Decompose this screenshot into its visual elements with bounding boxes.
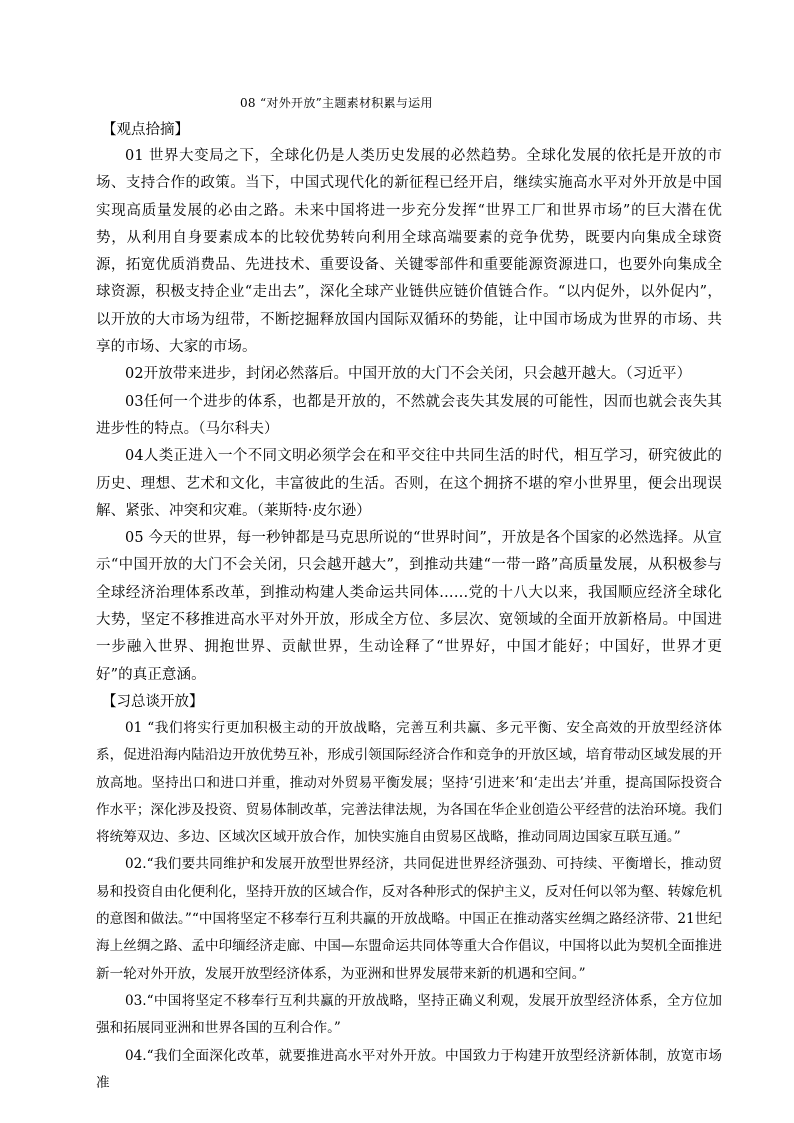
paragraph-xi-01: 01 “我们将实行更加积极主动的开放战略，完善互利共赢、多元平衡、安全高效的开放型经济体系，促进沿海内陆沿边开放优势互补，形成引领国际经济合作和竞争的开放区域，培育带动区域发展的开放高地。坚持出口和进口并重，推动对外贸易平衡发展；坚持‘引进来’和‘走出去’并重，提高国际投资合作水平；深化涉及投资、贸易体制改革，完善法律法规，为各国在华企业创造公平经营的法治环境。我们将统筹双边、多边、区域次区域开放合作，加快实施自由贸易区战略，推动同周边国家互联互通。” [96, 719, 722, 846]
paragraph-xi-03: 03.“中国将坚定不移奉行互利共赢的开放战略，坚持正确义利观，发展开放型经济体系，全方位加强和拓展同亚洲和世界各国的互利合作。” [96, 992, 722, 1037]
paragraph-viewpoint-04: 04人类正进入一个不同文明必须学会在和平交往中共同生活的时代，相互学习，研究彼此的历史、理想、艺术和文化，丰富彼此的生活。否则，在这个拥挤不堪的窄小世界里，便会出现误解、紧张、冲突和灾难。（莱斯特·皮尔逊） [96, 448, 722, 519]
paragraph-viewpoint-02: 02开放带来进步，封闭必然落后。中国开放的大门不会关闭，只会越开越大。（习近平） [125, 366, 692, 383]
paragraph-viewpoint-05: 05 今天的世界，每一秒钟都是马克思所说的“世界时间”，开放是各个国家的必然选择。从宣示“中国开放的大门不会关闭，只会越开越大”，到推动共建“一带一路”高质量发展，从积极参与全球经济治理体系改革，到推动构建人类命运共同体……党的十八大以来，我国顺应经济全球化大势，坚定不移推进高水平对外开放，形成全方位、多层次、宽领域的全面开放新格局。中国进一步融入世界、拥抱世界、贡献世界，生动诠释了“世界好，中国才能好；中国好，世界才更好”的真正意涵。 [96, 530, 722, 683]
paragraph-xi-04: 04.“我们全面深化改革，就要推进高水平对外开放。中国致力于构建开放型经济新体制，放宽市场准 [96, 1047, 722, 1091]
paragraph-viewpoint-03: 03任何一个进步的体系，也都是开放的，不然就会丧失其发展的可能性，因而也就会丧失其进步性的特点。（马尔科夫） [96, 393, 722, 437]
document-body [96, 93, 722, 1097]
section-heading-viewpoints: 【观点拾摘】 [102, 122, 189, 138]
document-title: 08 “对外开放”主题素材积累与运用 [240, 96, 433, 110]
paragraph-xi-02: 02.“我们要共同维护和发展开放型世界经济，共同促进世界经济强劲、可持续、平衡增长，推动贸易和投资自由化便利化，坚持开放的区域合作，反对各种形式的保护主义，反对任何以邻为壑、转嫁危机的意图和做法。”“中国将坚定不移奉行互利共赢的开放战略。中国正在推动落实丝绸之路经济带、21世纪海上丝绸之路、孟中印缅经济走廊、中国—东盟命运共同体等重大合作倡议，中国将以此为契机全面推进新一轮对外开放，发展开放型经济体系，为亚洲和世界发展带来新的机遇和空间。” [96, 856, 722, 982]
section-heading-xi-on-opening: 【习总谈开放】 [102, 693, 204, 710]
paragraph-viewpoint-01: 01 世界大变局之下，全球化仍是人类历史发展的必然趋势。全球化发展的依托是开放的市场、支持合作的政策。当下，中国式现代化的新征程已经开启，继续实施高水平对外开放是中国实现高质量发展的必由之路。未来中国将进一步充分发挥“世界工厂和世界市场”的巨大潜在优势，从利用自身要素成本的比较优势转向利用全球高端要素的竞争优势，既要内向集成全球资源，拓宽优质消费品、先进技术、重要设备、关键零部件和重要能源资源进口，也要外向集成全球资源，积极支持企业“走出去”，深化全球产业链供应链价值链合作。“以内促外，以外促内”，以开放的大市场为纽带，不断挖掘释放国内国际双循环的势能，让中国市场成为世界的市场、共享的市场、大家的市场。 [96, 148, 722, 356]
